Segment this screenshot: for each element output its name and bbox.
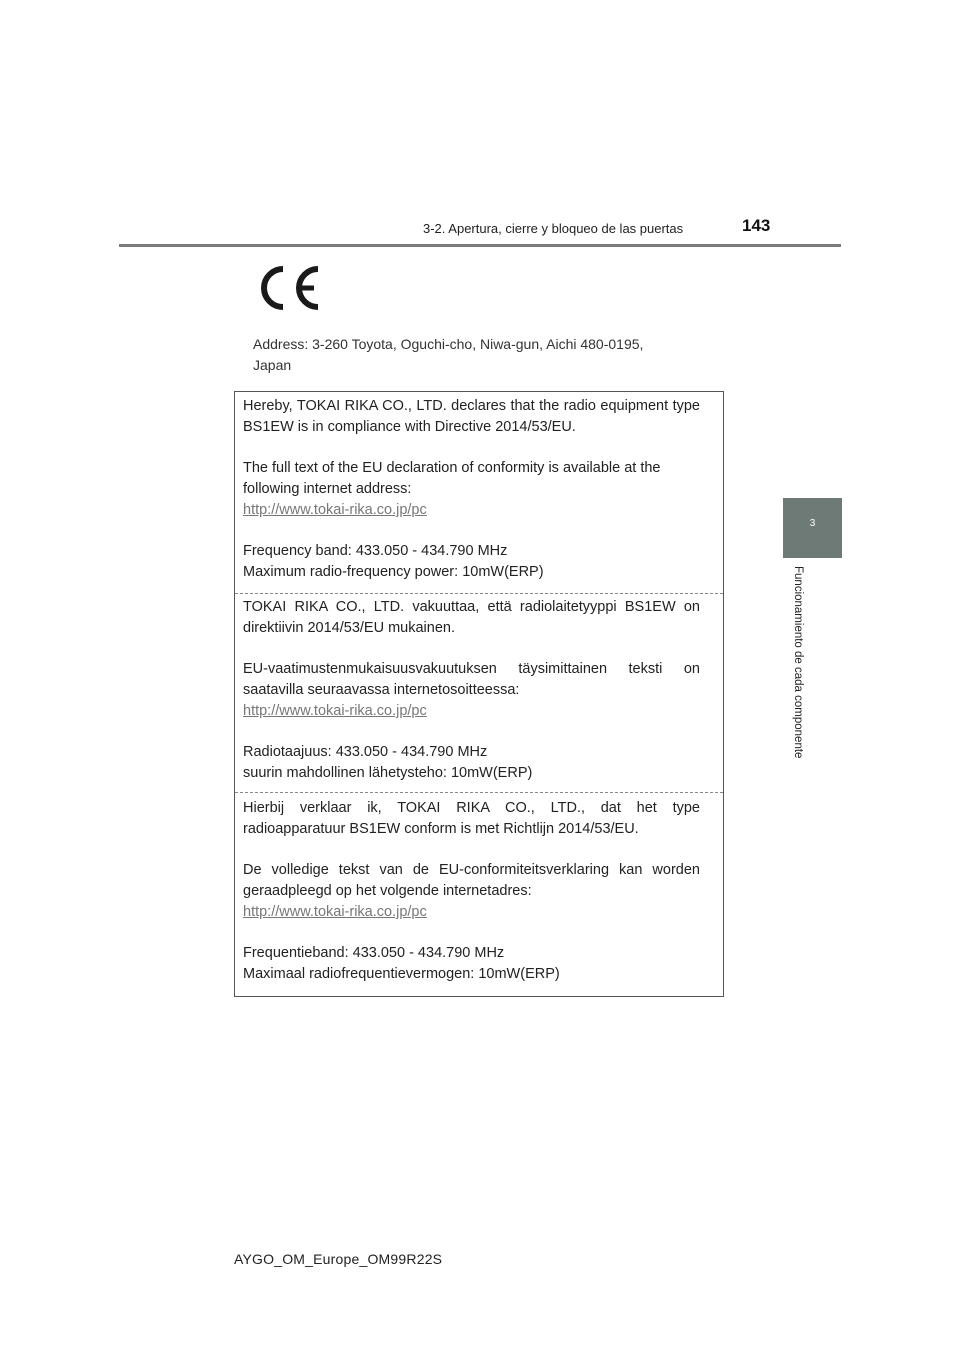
declaration-english-availability-2: following internet address: bbox=[243, 481, 412, 497]
declaration-english-compliance: Hereby, TOKAI RIKA CO., LTD. declares that the radio equipment type BS1EW is in compliance with Directive 2014/53/EU. bbox=[243, 398, 700, 435]
declaration-dutch bbox=[243, 798, 700, 985]
section-divider bbox=[235, 593, 723, 594]
declaration-finnish-frequency: Radiotaajuus: 433.050 - 434.790 MHz bbox=[243, 744, 488, 760]
declaration-dutch-availability: De volledige tekst van de EU-conformiteitsverklaring kan worden geraadpleegd op het volgende internetadres: bbox=[243, 862, 700, 899]
section-divider bbox=[235, 792, 723, 793]
declaration-dutch-power: Maximaal radiofrequentievermogen: 10mW(ERP) bbox=[243, 966, 560, 982]
page-number: 143 bbox=[742, 216, 771, 235]
declaration-english-link[interactable]: http://www.tokai-rika.co.jp/pc bbox=[243, 502, 427, 518]
declaration-english bbox=[243, 396, 700, 583]
declaration-box bbox=[234, 391, 724, 997]
address-line-2: Japan bbox=[253, 357, 292, 373]
declaration-finnish-power: suurin mahdollinen lähetysteho: 10mW(ERP) bbox=[243, 765, 533, 781]
declaration-dutch-frequency: Frequentieband: 433.050 - 434.790 MHz bbox=[243, 945, 505, 961]
declaration-dutch-compliance: Hierbij verklaar ik, TOKAI RIKA CO., LTD., dat het type radioapparatuur BS1EW conform is met Richtlijn 2014/53/EU. bbox=[243, 800, 700, 837]
declaration-finnish bbox=[243, 597, 700, 784]
header-rule bbox=[119, 244, 841, 247]
declaration-english-power: Maximum radio-frequency power: 10mW(ERP) bbox=[243, 564, 544, 580]
header-section-title: 3-2. Apertura, cierre y bloqueo de las puertas bbox=[423, 221, 684, 236]
declaration-finnish-availability: EU-vaatimustenmukaisuusvakuutuksen täysimittainen teksti on saatavilla seuraavassa internetosoitteessa: bbox=[243, 661, 700, 698]
side-chapter-title: Funcionamiento de cada componente bbox=[792, 566, 804, 759]
manufacturer-address bbox=[253, 334, 683, 376]
declaration-english-availability-1: The full text of the EU declaration of conformity is available at the bbox=[243, 460, 661, 476]
address-line-1: Address: 3-260 Toyota, Oguchi-cho, Niwa-gun, Aichi 480-0195, bbox=[253, 336, 644, 352]
declaration-dutch-link[interactable]: http://www.tokai-rika.co.jp/pc bbox=[243, 904, 427, 920]
side-chapter-number: 3 bbox=[809, 518, 816, 529]
declaration-english-frequency: Frequency band: 433.050 - 434.790 MHz bbox=[243, 543, 508, 559]
declaration-finnish-compliance: TOKAI RIKA CO., LTD. vakuuttaa, että radiolaitetyyppi BS1EW on direktiivin 2014/53/EU mukainen. bbox=[243, 599, 700, 636]
ce-mark-logo bbox=[256, 264, 326, 312]
footer-document-code: AYGO_OM_Europe_OM99R22S bbox=[234, 1251, 443, 1267]
declaration-finnish-link[interactable]: http://www.tokai-rika.co.jp/pc bbox=[243, 703, 427, 719]
